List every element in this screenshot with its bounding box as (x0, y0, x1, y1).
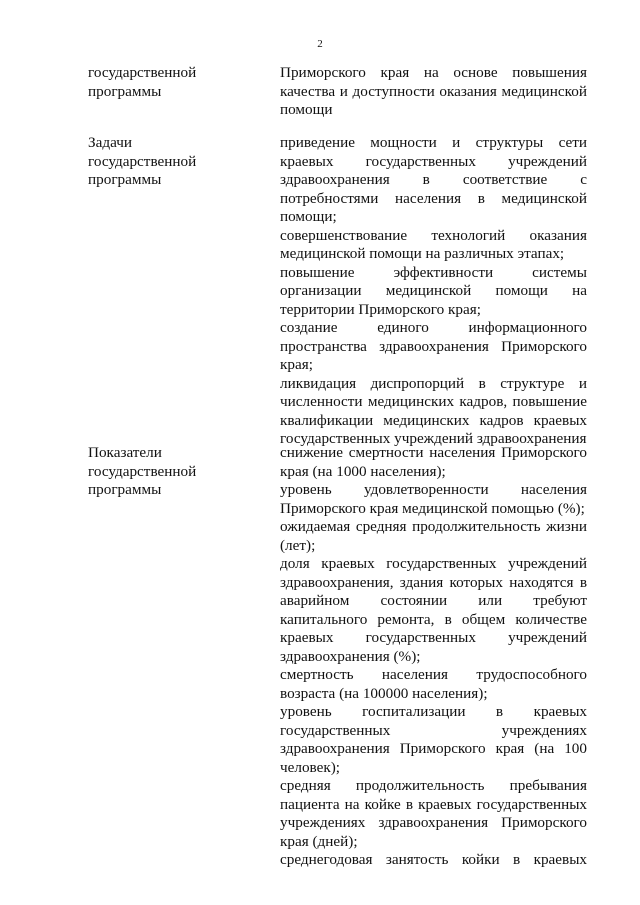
section-heading (88, 444, 258, 500)
text-line: помощи; (280, 208, 337, 225)
text-line: повышение эффективности системы (280, 263, 587, 281)
heading-line: программы (88, 481, 162, 498)
text-line: качества и доступности оказания медицинской (280, 82, 587, 100)
text-line: края (на 1000 населения); (280, 462, 446, 480)
text-line: государственных учреждений здравоохранения (280, 430, 587, 447)
text-line: человек); (280, 758, 341, 776)
text-line: приведение мощности и структуры сети (280, 134, 587, 151)
text-line: краевых государственных учреждений (280, 152, 587, 170)
text-line: края; (280, 356, 313, 373)
text-line: доля краевых государственных учреждений (280, 555, 587, 572)
heading-line: государственной (88, 462, 197, 480)
text-line: государственных учреждениях (280, 721, 587, 739)
text-line: Приморского края на основе повышения (280, 64, 587, 81)
text-line: среднегодовая занятость койки в краевых (280, 851, 587, 868)
text-line: территории Приморского края; (280, 300, 481, 318)
page-number: 2 (317, 38, 323, 50)
text-line: здравоохранения (%); (280, 647, 421, 665)
text-line: совершенствование технологий оказания (280, 226, 587, 244)
text-line: Приморского края медицинской помощью (%); (280, 499, 585, 517)
text-line: смертность населения трудоспособного (280, 666, 587, 683)
text-line: краевых государственных учреждений (280, 629, 587, 646)
section-text (280, 444, 587, 870)
heading-line: Задачи (88, 134, 132, 151)
text-line: (лет); (280, 536, 316, 554)
text-line: квалификации медицинских кадров краевых (280, 411, 587, 429)
text-line: здравоохранения в соответствие с (280, 171, 587, 188)
section-heading (88, 134, 258, 190)
text-line: капитального ремонта, в общем количестве (280, 610, 587, 628)
text-line: численности медицинских кадров, повышение (280, 393, 587, 410)
text-line: пациента на койке в краевых государственных (280, 795, 587, 813)
section-heading (88, 64, 258, 101)
heading-line: программы (88, 82, 162, 100)
heading-line: программы (88, 171, 162, 188)
text-line: создание единого информационного (280, 319, 587, 336)
heading-line: Показатели (88, 444, 162, 461)
text-line: уровень госпитализации в краевых (280, 703, 587, 720)
text-line: аварийном состоянии или требуют (280, 592, 587, 609)
text-line: организации медицинской помощи на (280, 282, 587, 299)
text-line: здравоохранения Приморского края (на 100 (280, 740, 587, 757)
heading-line: государственной (88, 64, 197, 81)
text-line: возраста (на 100000 населения); (280, 684, 488, 702)
text-line: здравоохранения, здания которых находятся в (280, 573, 587, 591)
text-line: пространства здравоохранения Приморского (280, 337, 587, 355)
text-line: края (дней); (280, 832, 358, 850)
section-text (280, 64, 587, 120)
text-line: снижение смертности населения Приморского (280, 444, 587, 461)
text-line: уровень удовлетворенности населения (280, 481, 587, 498)
text-line: потребностями населения в медицинской (280, 189, 587, 207)
text-line: медицинской помощи на различных этапах; (280, 245, 565, 262)
text-line: учреждениях здравоохранения Приморского (280, 814, 587, 831)
heading-line: государственной (88, 152, 197, 170)
text-line: ожидаемая средняя продолжительность жизни (280, 518, 587, 535)
text-line: помощи (280, 101, 333, 118)
text-line: средняя продолжительность пребывания (280, 777, 587, 794)
text-line: ликвидация диспропорций в структуре и (280, 374, 587, 392)
section-text (280, 134, 587, 449)
